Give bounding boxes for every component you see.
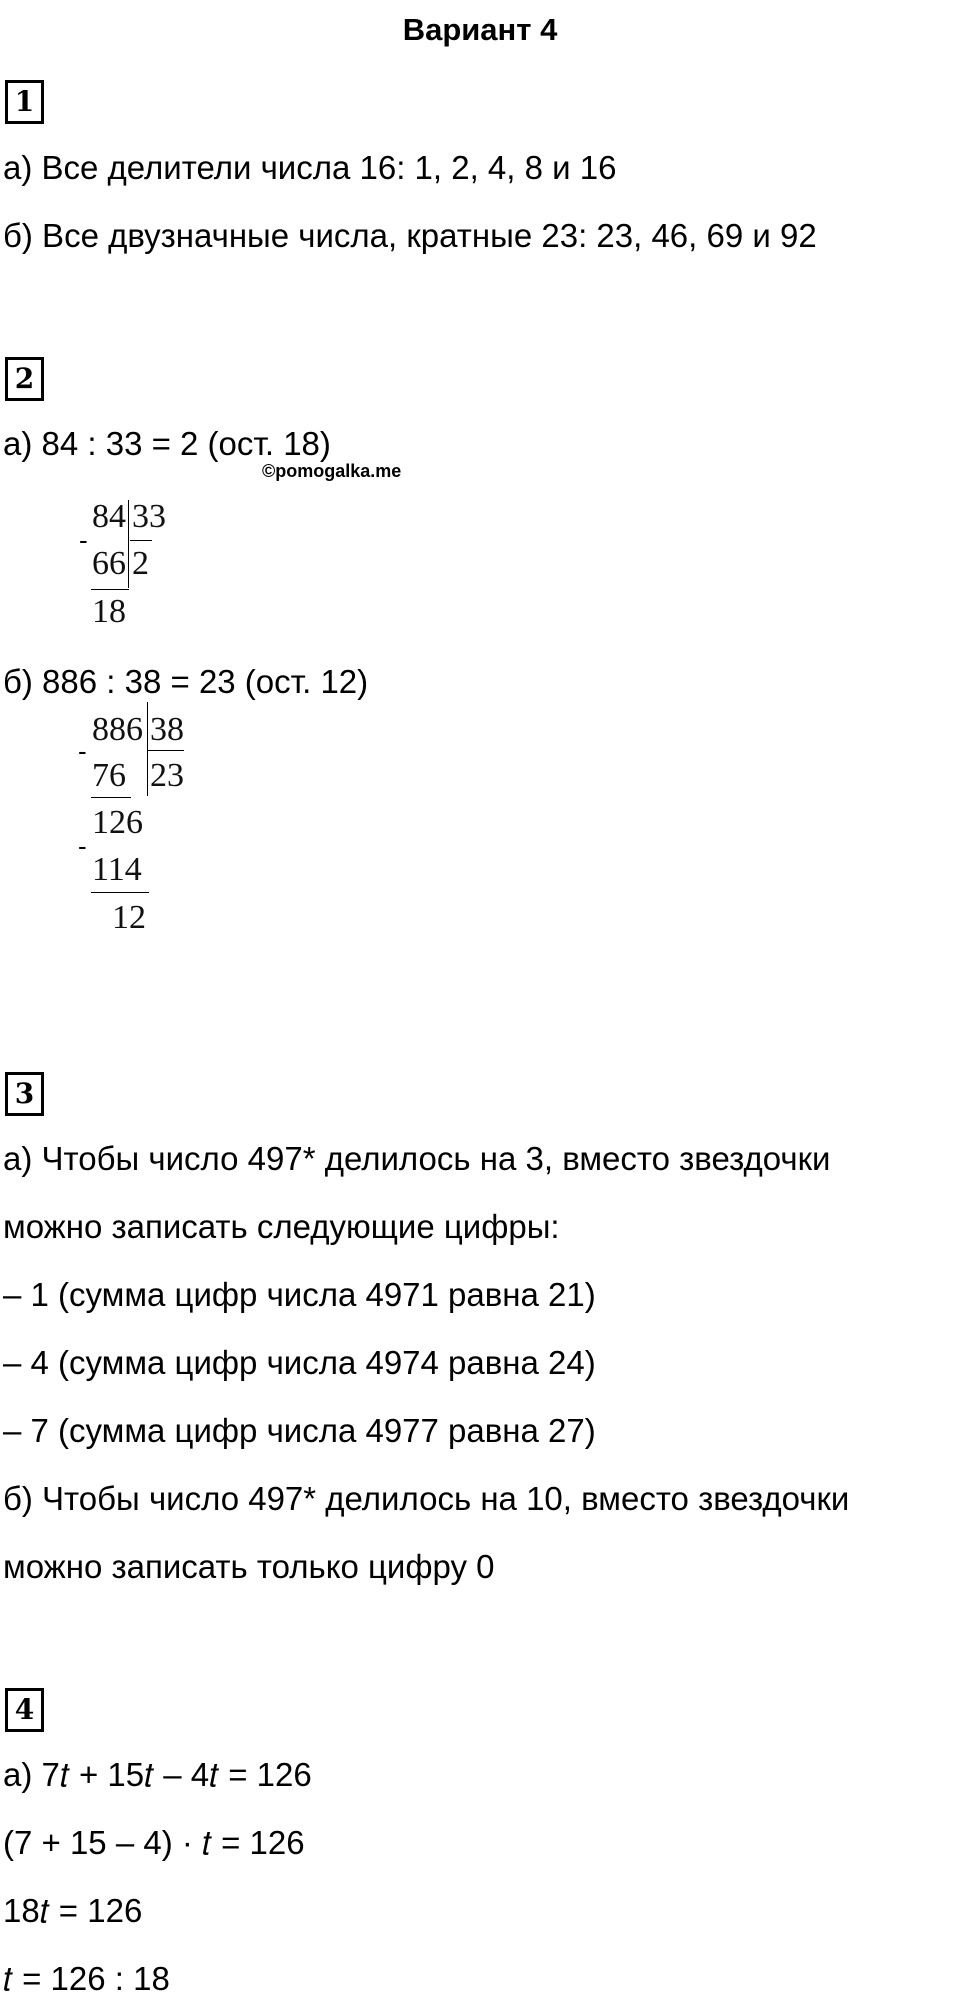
division-a-dividend: 84 xyxy=(92,498,126,535)
division-a-underline xyxy=(91,589,129,590)
page-title: Вариант 4 xyxy=(402,12,558,47)
division-b-quotient: 23 xyxy=(150,757,184,794)
task-2-part-a: а) 84 : 33 = 2 (ост. 18) xyxy=(3,425,331,462)
division-a-quotient: 2 xyxy=(132,545,149,582)
task-3-line-4: – 4 (сумма цифр числа 4974 равна 24) xyxy=(3,1344,596,1381)
division-b-remainder: 12 xyxy=(112,899,146,936)
division-a-divisor: 33 xyxy=(132,498,166,535)
task-1-line-a: а) Все делители числа 16: 1, 2, 4, 8 и 16 xyxy=(3,149,617,186)
task-4-line-3: 18𝑡 = 126 xyxy=(3,1892,143,1929)
task-4-line-1: а) 7𝑡 + 15𝑡 – 4𝑡 = 126 xyxy=(3,1756,312,1793)
division-b-step2-subtract: 114 xyxy=(92,851,142,888)
division-a-minus: - xyxy=(79,525,88,555)
task-2-part-b: б) 886 : 38 = 23 (ост. 12) xyxy=(3,663,369,700)
division-b-dividend: 886 xyxy=(92,711,143,748)
division-b-step1-result: 126 xyxy=(92,804,143,841)
task-number-3: 3 xyxy=(5,1072,44,1116)
division-b-underline-2 xyxy=(91,892,149,893)
task-4-line-2: (7 + 15 – 4) · 𝑡 = 126 xyxy=(3,1824,305,1861)
task-4-line-4: 𝑡 = 126 : 18 xyxy=(3,1960,170,1997)
division-b-divisor: 38 xyxy=(150,711,184,748)
task-3-line-2: можно записать следующие цифры: xyxy=(3,1208,560,1245)
division-b-bracket-horizontal xyxy=(148,750,184,751)
division-a-subtract: 66 xyxy=(92,545,126,582)
task-number-1: 1 xyxy=(5,80,44,124)
division-b-underline-1 xyxy=(91,797,131,798)
division-a-bracket-vertical xyxy=(128,500,129,588)
task-number-2: 2 xyxy=(5,357,44,401)
watermark: ©pomogalka.me xyxy=(262,461,402,481)
division-b-step1-subtract: 76 xyxy=(92,757,126,794)
division-b-minus-2: - xyxy=(78,831,87,861)
task-3-line-3: – 1 (сумма цифр числа 4971 равна 21) xyxy=(3,1276,596,1313)
division-a-bracket-horizontal xyxy=(130,540,152,541)
task-3-line-1: а) Чтобы число 497* делилось на 3, вместо звездочки xyxy=(3,1140,831,1177)
division-b-minus-1: - xyxy=(78,736,87,766)
task-3-line-7: можно записать только цифру 0 xyxy=(3,1548,495,1585)
division-a-remainder: 18 xyxy=(92,593,126,630)
division-b-bracket-vertical xyxy=(147,702,148,796)
task-3-line-6: б) Чтобы число 497* делилось на 10, вместо звездочки xyxy=(3,1480,850,1517)
task-number-4: 4 xyxy=(5,1688,44,1732)
task-3-line-5: – 7 (сумма цифр числа 4977 равна 27) xyxy=(3,1412,596,1449)
task-1-line-b: б) Все двузначные числа, кратные 23: 23, 46, 69 и 92 xyxy=(3,217,817,254)
